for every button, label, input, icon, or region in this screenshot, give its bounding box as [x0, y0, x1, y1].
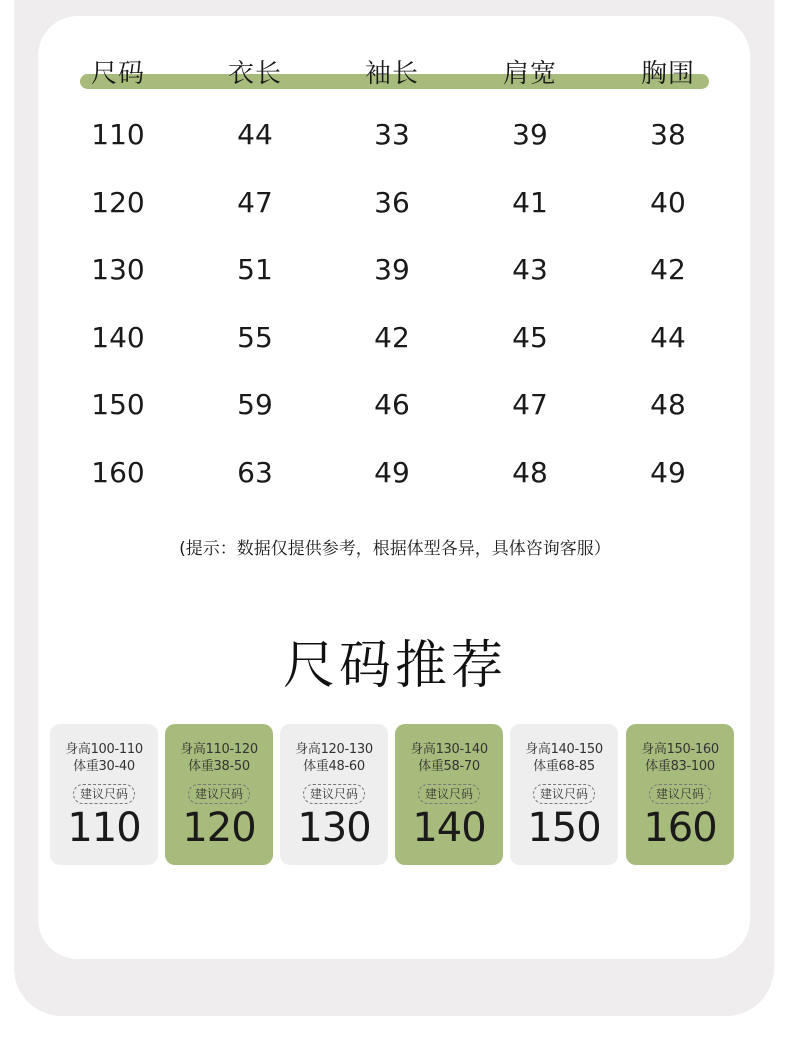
- table-cell: 63: [237, 456, 273, 489]
- header-length: 衣长: [227, 59, 282, 89]
- table-cell: 59: [237, 388, 273, 421]
- table-header: [0, 56, 790, 96]
- table-cell: 42: [650, 253, 686, 286]
- table-row: [0, 250, 790, 290]
- hint-text: (提示：数据仅提供参考，根据体型各异，具体咨询客服）: [179, 539, 611, 559]
- table-cell: 48: [512, 456, 548, 489]
- table-cell: 110: [91, 118, 145, 151]
- table-cell: 43: [512, 253, 548, 286]
- table-cell: 41: [512, 186, 548, 219]
- suggested-size: 110: [67, 805, 141, 851]
- table-cell: 47: [512, 388, 548, 421]
- header-shoulder: 肩宽: [502, 59, 557, 89]
- recommend-card: [50, 724, 158, 865]
- suggested-size: 120: [182, 805, 256, 851]
- table-cell: 33: [374, 118, 410, 151]
- recommend-title: 尺码推荐: [282, 636, 507, 696]
- height-range: 身高130-140: [410, 742, 488, 757]
- table-cell: 47: [237, 186, 273, 219]
- table-row: [0, 115, 790, 155]
- table-cell: 36: [374, 186, 410, 219]
- suggested-size: 150: [527, 805, 601, 851]
- table-cell: 38: [650, 118, 686, 151]
- height-range: 身高110-120: [180, 742, 258, 757]
- weight-range: 体重30-40: [73, 759, 135, 774]
- weight-range: 体重48-60: [303, 759, 365, 774]
- table-cell: 49: [374, 456, 410, 489]
- table-cell: 55: [237, 321, 273, 354]
- height-range: 身高150-160: [641, 742, 719, 757]
- height-range: 身高140-150: [525, 742, 603, 757]
- suggest-tag: 建议尺码: [418, 784, 480, 804]
- recommend-card: [280, 724, 388, 865]
- table-row: [0, 318, 790, 358]
- table-cell: 46: [374, 388, 410, 421]
- table-cell: 39: [512, 118, 548, 151]
- table-cell: 51: [237, 253, 273, 286]
- recommend-card: [626, 724, 734, 865]
- table-row: [0, 183, 790, 223]
- header-sleeve: 袖长: [364, 59, 419, 89]
- table-cell: 42: [374, 321, 410, 354]
- recommend-card: [395, 724, 503, 865]
- table-cell: 40: [650, 186, 686, 219]
- header-chest: 胸围: [640, 59, 695, 89]
- suggested-size: 140: [412, 805, 486, 851]
- table-cell: 140: [91, 321, 145, 354]
- table-cell: 130: [91, 253, 145, 286]
- table-cell: 160: [91, 456, 145, 489]
- table-row: [0, 453, 790, 493]
- weight-range: 体重38-50: [188, 759, 250, 774]
- weight-range: 体重68-85: [533, 759, 595, 774]
- weight-range: 体重83-100: [645, 759, 715, 774]
- recommend-card: [510, 724, 618, 865]
- height-range: 身高100-110: [65, 742, 143, 757]
- table-cell: 39: [374, 253, 410, 286]
- table-row: [0, 385, 790, 425]
- table-cell: 150: [91, 388, 145, 421]
- table-cell: 120: [91, 186, 145, 219]
- table-cell: 49: [650, 456, 686, 489]
- suggested-size: 160: [643, 805, 717, 851]
- table-cell: 45: [512, 321, 548, 354]
- suggest-tag: 建议尺码: [73, 784, 135, 804]
- suggested-size: 130: [297, 805, 371, 851]
- table-cell: 44: [650, 321, 686, 354]
- suggest-tag: 建议尺码: [303, 784, 365, 804]
- table-cell: 44: [237, 118, 273, 151]
- recommend-card: [165, 724, 273, 865]
- table-cell: 48: [650, 388, 686, 421]
- height-range: 身高120-130: [295, 742, 373, 757]
- suggest-tag: 建议尺码: [188, 784, 250, 804]
- suggest-tag: 建议尺码: [649, 784, 711, 804]
- header-size: 尺码: [90, 59, 145, 89]
- suggest-tag: 建议尺码: [533, 784, 595, 804]
- weight-range: 体重58-70: [418, 759, 480, 774]
